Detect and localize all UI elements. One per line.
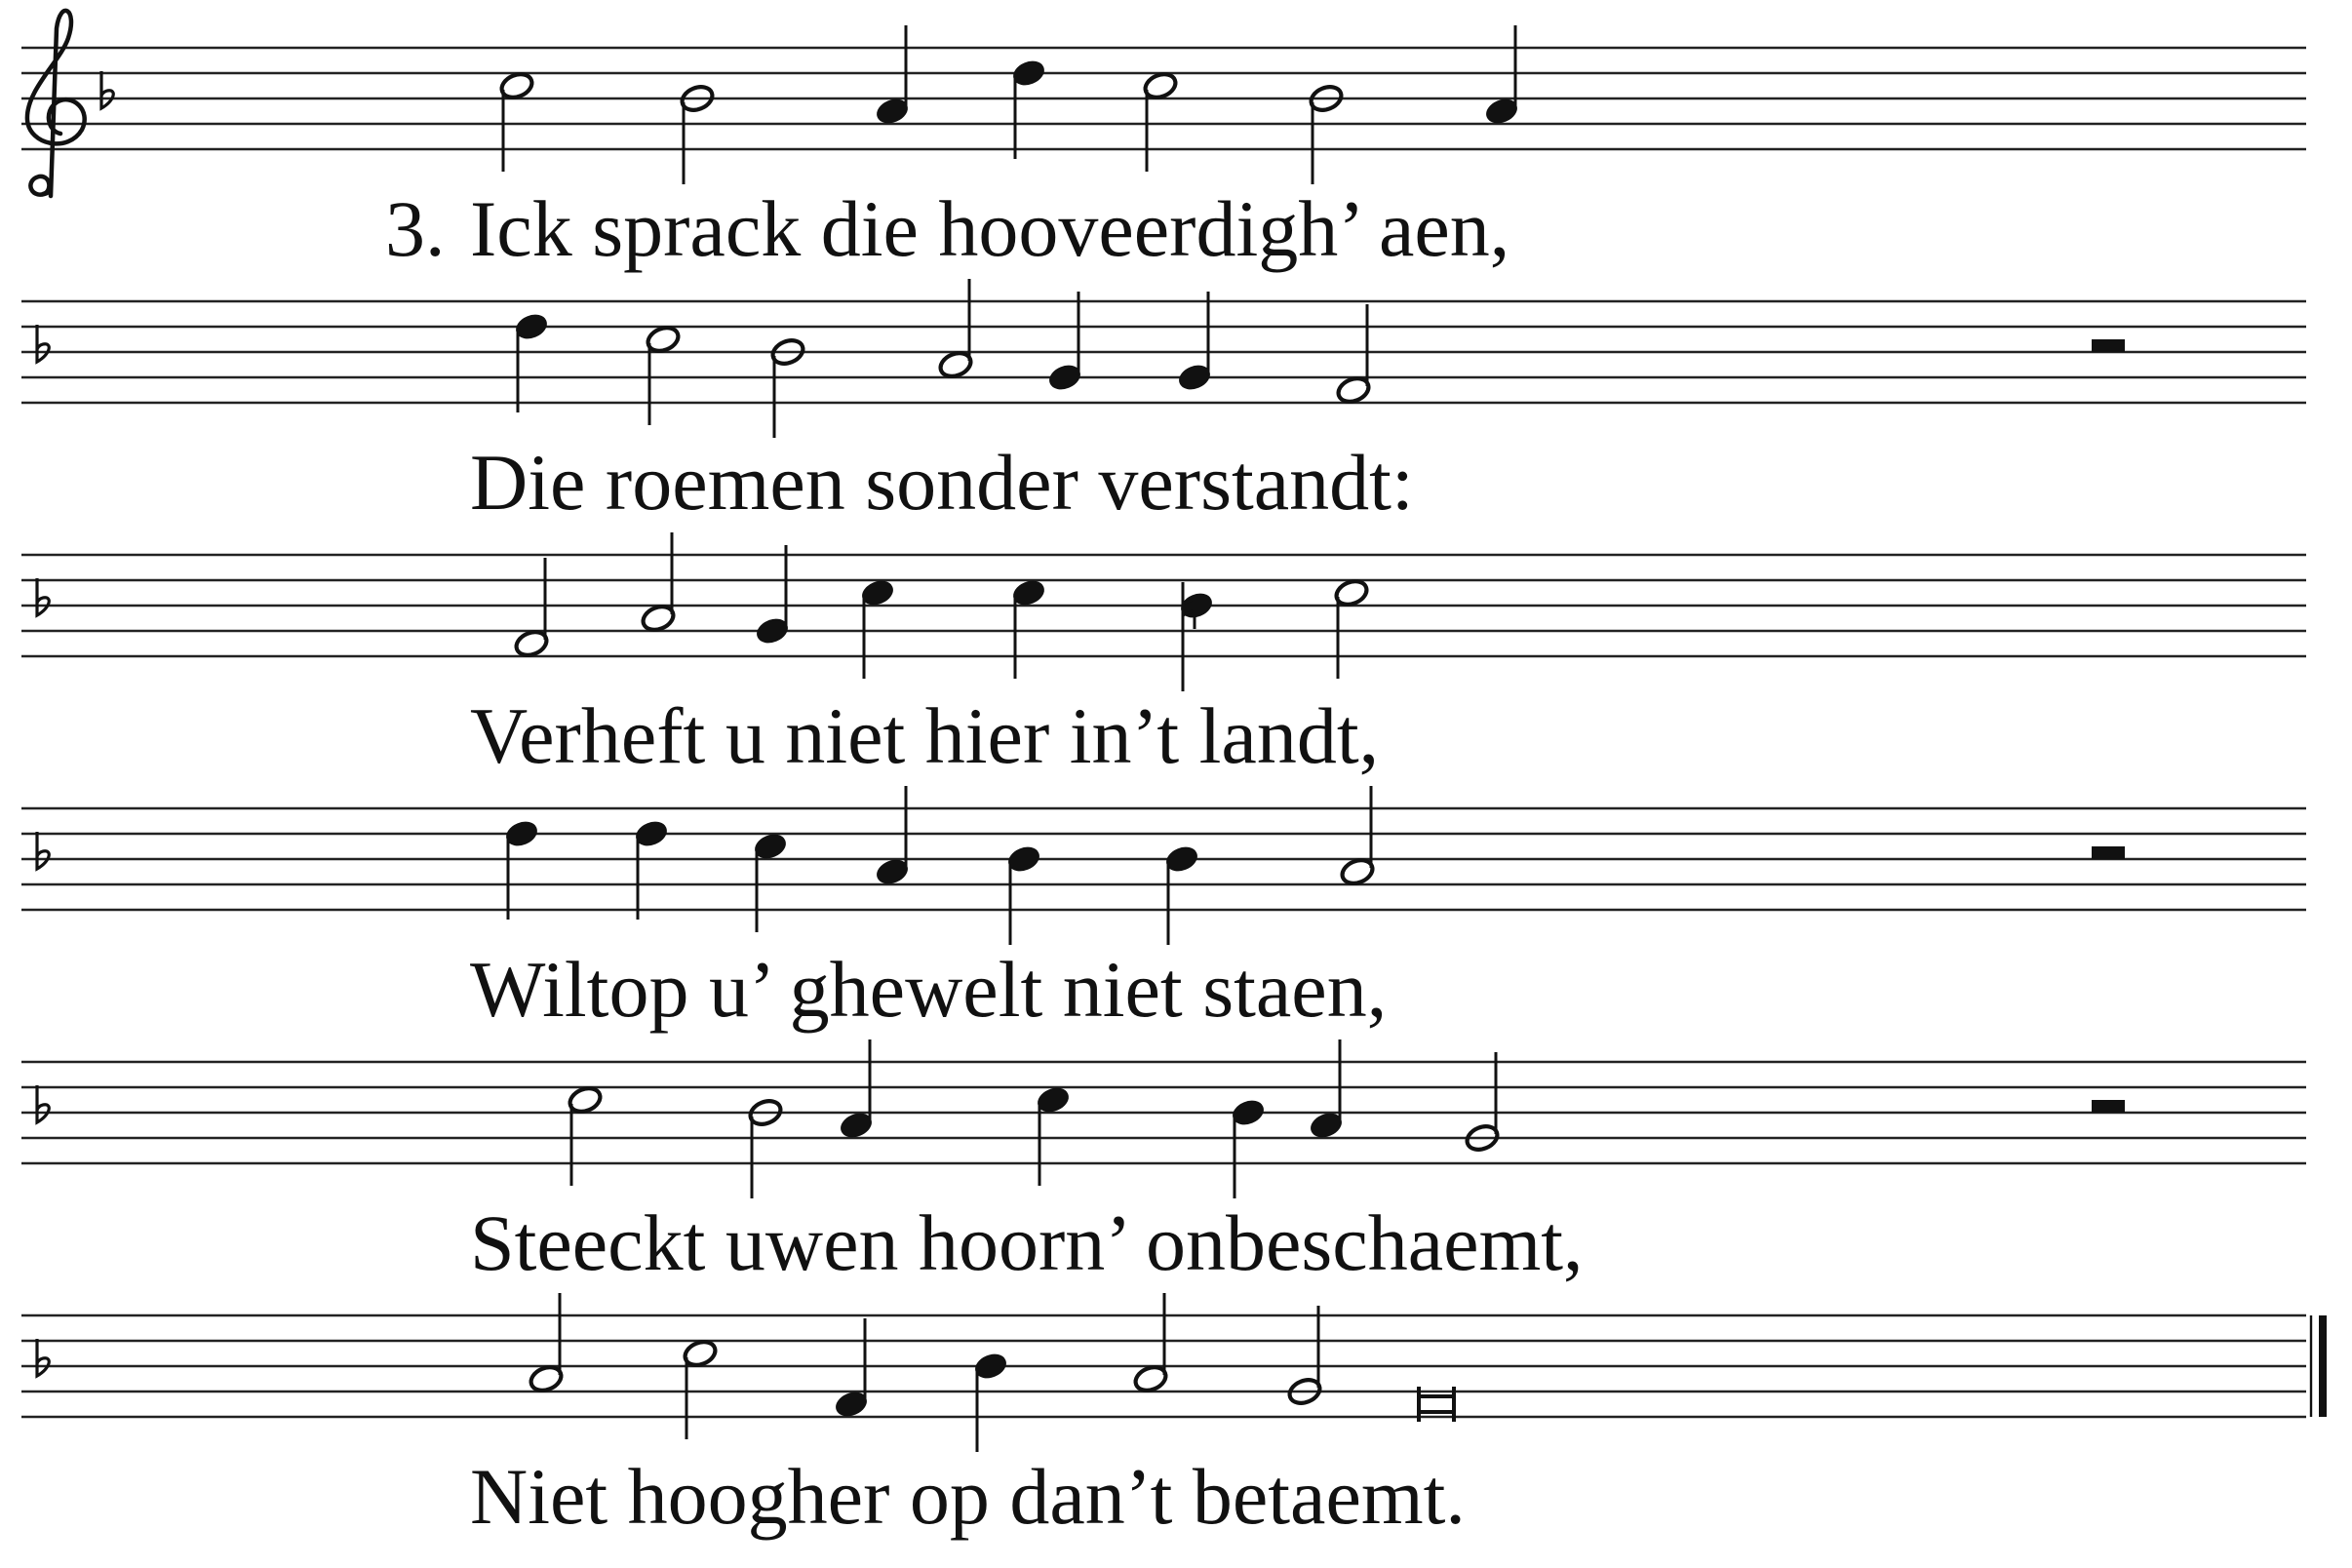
verse-number: 3. bbox=[385, 184, 446, 273]
lyric-line: Die roemen sonder verstandt: bbox=[470, 438, 1414, 527]
lyric-line: Ick sprack die hooveerdigh’ aen, bbox=[470, 184, 1510, 273]
lyric-line: Steeckt uwen hoorn’ onbeschaemt, bbox=[470, 1198, 1584, 1287]
half-rest bbox=[2092, 846, 2125, 859]
key-signature-flat bbox=[37, 578, 49, 615]
half-rest bbox=[2092, 339, 2125, 352]
key-signature-flat bbox=[37, 1085, 49, 1122]
lyric-line: Niet hoogher op dan’t betaemt. bbox=[470, 1452, 1466, 1541]
half-rest bbox=[2092, 1100, 2125, 1113]
key-signature-flat bbox=[37, 1339, 49, 1376]
note-breve bbox=[1419, 1396, 1454, 1412]
treble-clef bbox=[27, 11, 85, 196]
key-signature-flat bbox=[37, 325, 49, 362]
lyric-line: Wiltop u’ ghewelt niet staen, bbox=[470, 945, 1388, 1034]
barline-thick bbox=[2319, 1315, 2327, 1417]
key-signature-flat bbox=[101, 71, 113, 108]
key-signature-flat bbox=[37, 832, 49, 869]
lyric-line: Verheft u niet hier in’t landt, bbox=[470, 691, 1380, 780]
